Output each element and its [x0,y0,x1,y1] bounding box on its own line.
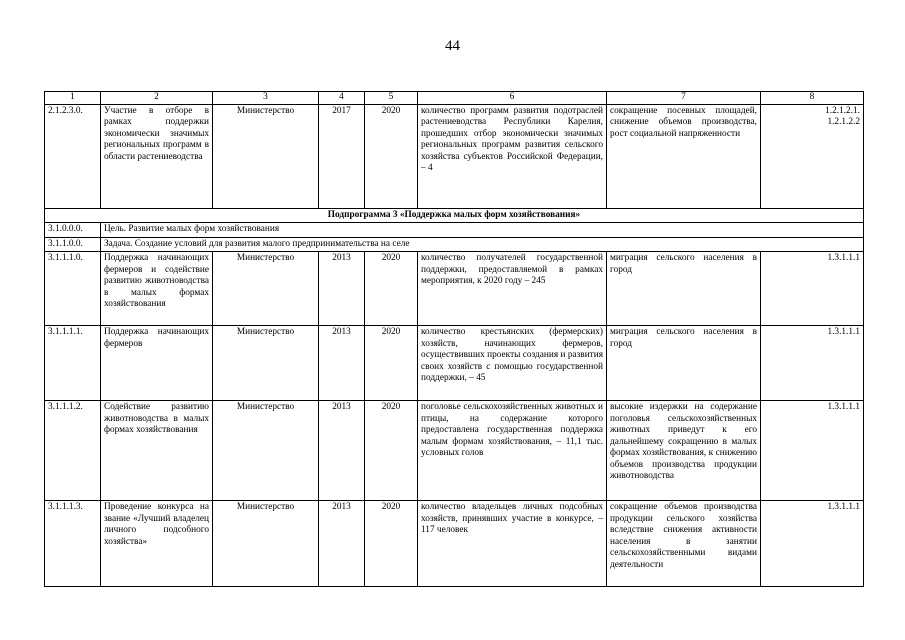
measure-indicator-link: 1.3.1.1.1 [761,501,864,587]
measure-end-year: 2020 [365,252,418,326]
measure-executor: Министерство [213,501,319,587]
column-number: 6 [418,92,607,105]
task-row [45,237,864,252]
measure-end-year: 2020 [365,326,418,401]
goal-code: 3.1.0.0.0. [45,223,101,238]
measure-consequences: высокие издержки на содержание поголовья сельскохозяйственных животных приведут к его дальнейшему сокращению в малых формах хозяйствования, к снижению объемов производства продукции животноводства [607,401,761,501]
measure-result: количество получателей государственной поддержки, предоставляемой в рамках мероприятия, к 2020 году – 245 [418,252,607,326]
measure-code: 3.1.1.1.2. [45,401,101,501]
table-row [45,401,864,501]
measure-name: Участие в отборе в рамках поддержки экономически значимых региональных программ в области растениеводства [101,104,213,208]
measure-end-year: 2020 [365,501,418,587]
measure-name: Содействие развитию животноводства в малых формах хозяйствования [101,401,213,501]
measure-result: количество программ развития подотраслей растениеводства Республики Карелия, прошедших отбор экономически значимых региональных программ развития сельского хозяйства субъектов Российской Федерации, – 4 [418,104,607,208]
column-number: 2 [101,92,213,105]
measure-start-year: 2013 [319,326,365,401]
measure-executor: Министерство [213,326,319,401]
page-number: 44 [445,38,460,54]
measure-indicator-link: 1.3.1.1.1 [761,401,864,501]
measure-name: Проведение конкурса на звание «Лучший владелец личного подсобного хозяйства» [101,501,213,587]
task-code: 3.1.1.0.0. [45,237,101,252]
measure-start-year: 2017 [319,104,365,208]
subprogram-row [45,208,864,223]
column-number: 5 [365,92,418,105]
measure-name: Поддержка начинающих фермеров [101,326,213,401]
column-number: 7 [607,92,761,105]
measure-consequences: сокращение посевных площадей, снижение объемов производства, рост социальной напряженности [607,104,761,208]
measure-name: Поддержка начинающих фермеров и содействие развитию животноводства в малых формах хозяйствования [101,252,213,326]
column-number: 1 [45,92,101,105]
measure-indicator-link: 1.2.1.2.1. 1.2.1.2.2 [761,104,864,208]
measure-consequences: миграция сельского населения в город [607,326,761,401]
measure-end-year: 2020 [365,401,418,501]
measure-consequences: миграция сельского населения в город [607,252,761,326]
measure-code: 3.1.1.1.0. [45,252,101,326]
measure-end-year: 2020 [365,104,418,208]
table-row [45,104,864,208]
measure-executor: Министерство [213,252,319,326]
column-number: 4 [319,92,365,105]
goal-row [45,223,864,238]
table-row [45,252,864,326]
table-row [45,326,864,401]
measure-code: 3.1.1.1.3. [45,501,101,587]
measure-executor: Министерство [213,104,319,208]
measure-code: 2.1.2.3.0. [45,104,101,208]
measure-result: поголовье сельскохозяйственных животных и птицы, на содержание которого предоставлена государственная поддержка малым формам хозяйствования, – 11,1 тыс. условных голов [418,401,607,501]
measure-start-year: 2013 [319,501,365,587]
measure-executor: Министерство [213,401,319,501]
table-row [45,501,864,587]
measure-start-year: 2013 [319,401,365,501]
column-number: 3 [213,92,319,105]
program-table [44,91,864,587]
measure-indicator-link: 1.3.1.1.1 [761,252,864,326]
measure-start-year: 2013 [319,252,365,326]
measure-result: количество крестьянских (фермерских) хозяйств, начинающих фермеров, осуществивших проекты создания и развития своих хозяйств с помощью государственной поддержки, – 45 [418,326,607,401]
measure-result: количество владельцев личных подсобных хозяйств, принявших участие в конкурсе, – 117 человек [418,501,607,587]
column-number-row [45,92,864,105]
column-number: 8 [761,92,864,105]
measure-consequences: сокращение объемов производства продукции сельского хозяйства вследствие снижения активности населения в занятии сельскохозяйственными видами деятельности [607,501,761,587]
measure-indicator-link: 1.3.1.1.1 [761,326,864,401]
task-text: Задача. Создание условий для развития малого предпринимательства на селе [101,237,864,252]
goal-text: Цель. Развитие малых форм хозяйствования [101,223,864,238]
subprogram-title: Подпрограмма 3 «Поддержка малых форм хозяйствования» [45,208,864,223]
measure-code: 3.1.1.1.1. [45,326,101,401]
